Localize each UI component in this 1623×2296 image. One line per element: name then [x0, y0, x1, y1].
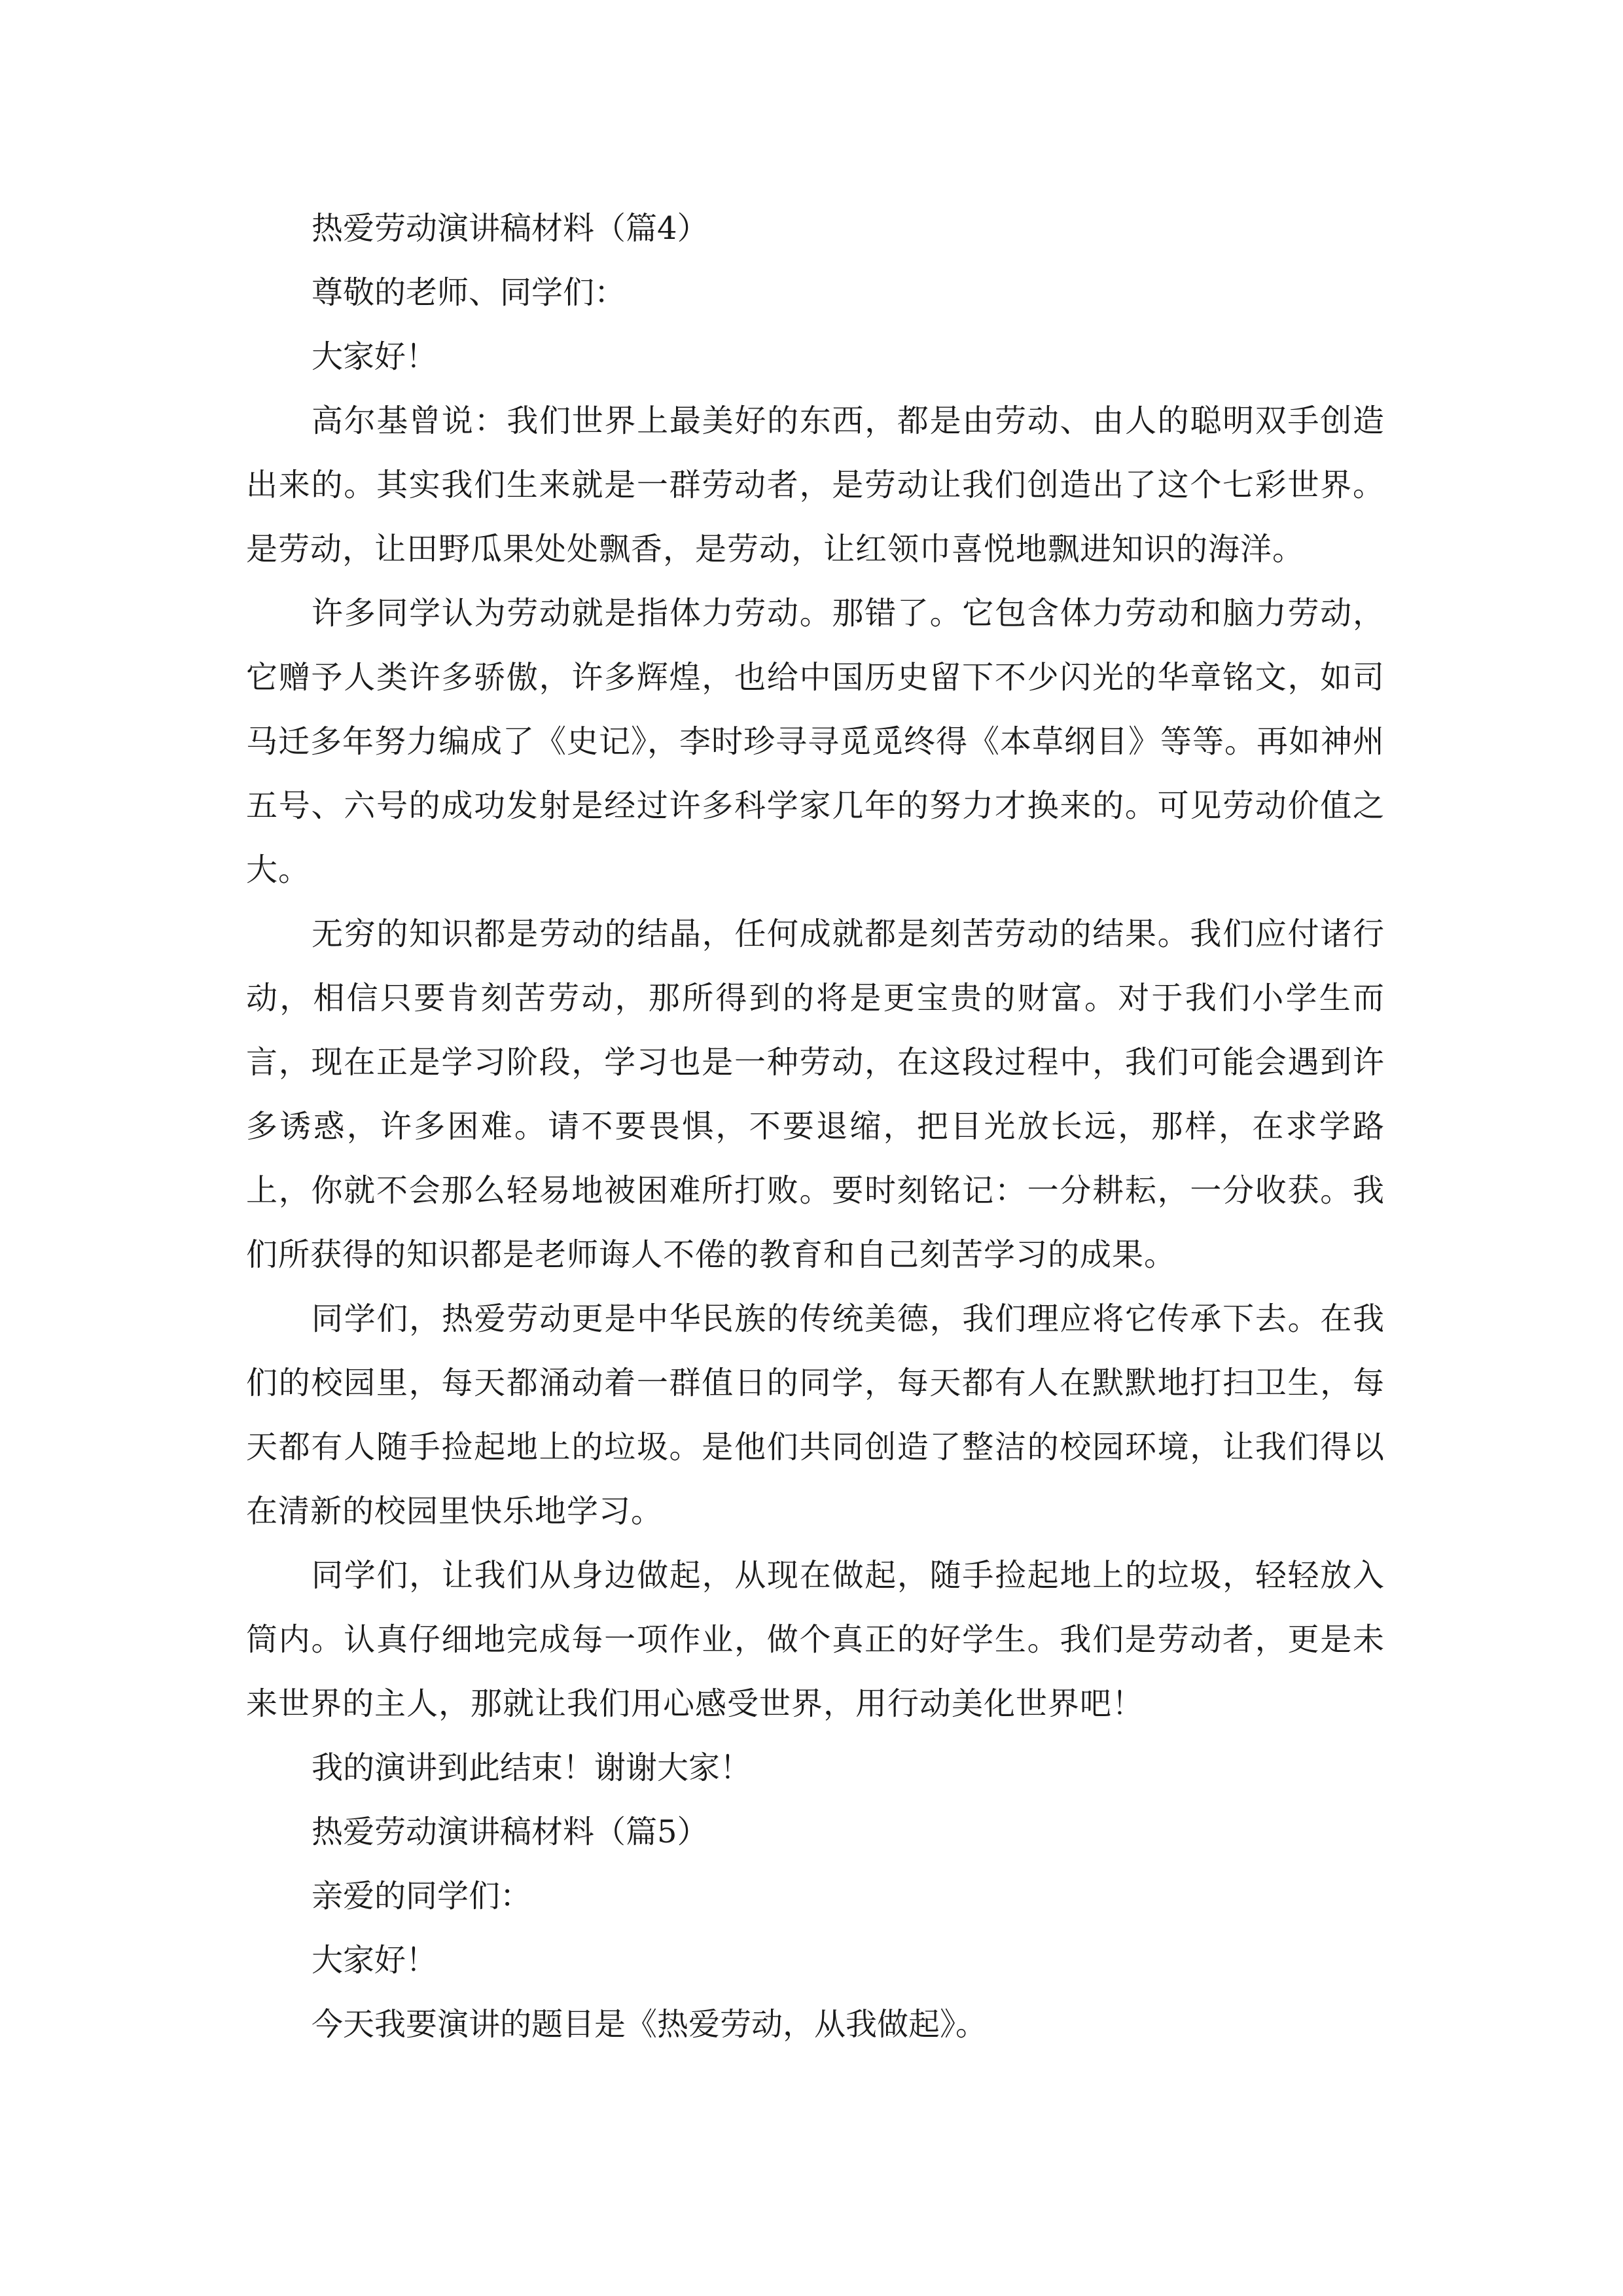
section-title: 热爱劳动演讲稿材料（篇4） [312, 210, 709, 247]
intro-line: 今天我要演讲的题目是《热爱劳动，从我做起》。 [312, 2006, 988, 2043]
paragraph: 许多同学认为劳动就是指体力劳动。那错了。它包含体力劳动和脑力劳动，它赠予人类许多骄傲，许多辉煌，也给中国历史留下不少闪光的华章铭文，如司马迁多年努力编成了《史记》，李时珍寻寻觅觅终得《本草纲目》等等。再如神州五号、六号的成功发射是经过许多科学家几年的努力才换来的。可见劳动价值之大。 [246, 595, 1385, 888]
section-title: 热爱劳动演讲稿材料（篇5） [312, 1814, 709, 1850]
greeting: 大家好！ [312, 1942, 438, 1979]
paragraph: 同学们，热爱劳动更是中华民族的传统美德，我们理应将它传承下去。在我们的校园里，每天都涌动着一群值日的同学，每天都有人在默默地打扫卫生，每天都有人随手捡起地上的垃圾。是他们共同创造了整洁的校园环境，让我们得以在清新的校园里快乐地学习。 [246, 1300, 1385, 1530]
paragraph: 高尔基曾说：我们世界上最美好的东西，都是由劳动、由人的聪明双手创造出来的。其实我们生来就是一群劳动者，是劳动让我们创造出了这个七彩世界。是劳动，让田野瓜果处处飘香，是劳动，让红领巾喜悦地飘进知识的海洋。 [246, 403, 1385, 567]
salutation: 尊敬的老师、同学们： [312, 274, 626, 311]
greeting: 大家好！ [312, 338, 438, 375]
paragraph: 同学们，让我们从身边做起，从现在做起，随手捡起地上的垃圾，轻轻放入筒内。认真仔细地完成每一项作业，做个真正的好学生。我们是劳动者，更是未来世界的主人，那就让我们用心感受世界，用行动美化世界吧！ [246, 1557, 1385, 1722]
salutation: 亲爱的同学们： [312, 1878, 532, 1914]
paragraph: 无穷的知识都是劳动的结晶，任何成就都是刻苦劳动的结果。我们应付诸行动，相信只要肯刻苦劳动，那所得到的将是更宝贵的财富。对于我们小学生而言，现在正是学习阶段，学习也是一种劳动，在这段过程中，我们可能会遇到许多诱惑，许多困难。请不要畏惧，不要退缩，把目光放长远，那样，在求学路上，你就不会那么轻易地被困难所打败。要时刻铭记：一分耕耘，一分收获。我们所获得的知识都是老师诲人不倦的教育和自己刻苦学习的成果。 [246, 916, 1385, 1273]
closing-line: 我的演讲到此结束！谢谢大家！ [312, 1749, 752, 1786]
document-body [246, 196, 1385, 2056]
